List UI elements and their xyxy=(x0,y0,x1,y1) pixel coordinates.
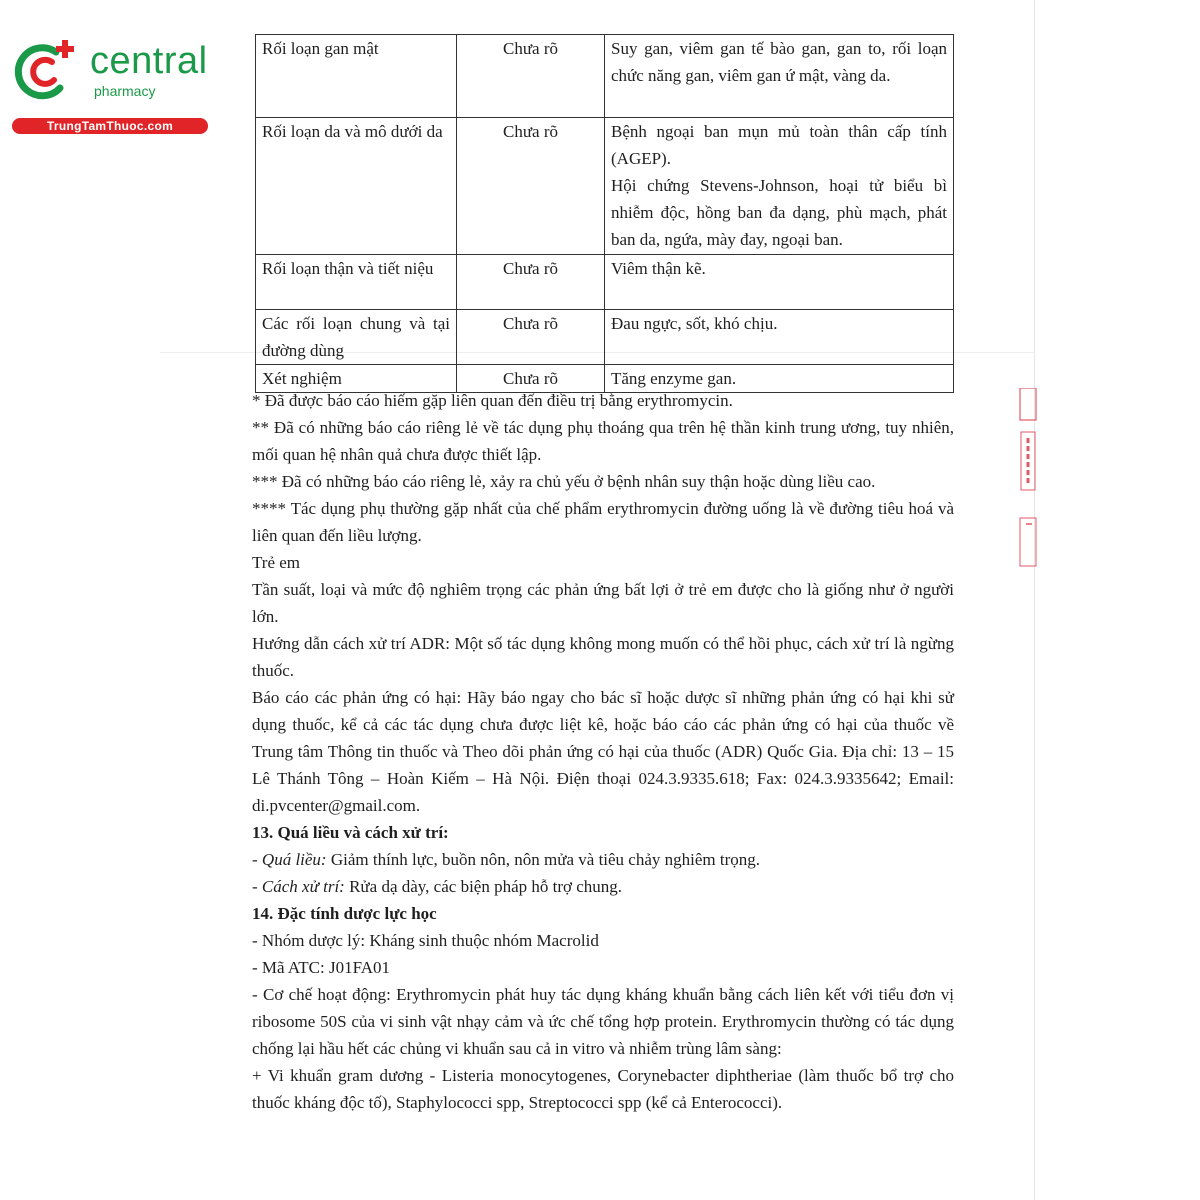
overdose-text: Giảm thính lực, buồn nôn, nôn mửa và tiêu chảy nghiêm trọng. xyxy=(326,850,761,869)
section-13-title: 13. Quá liều và cách xử trí: xyxy=(252,823,449,842)
treatment-line xyxy=(252,873,954,900)
adr-report: Báo cáo các phản ứng có hại: Hãy báo ngay cho bác sĩ hoặc dược sĩ những phản ứng có hại khi sử dụng thuốc, kể cả các tác dụng chưa được liệt kê, hoặc báo cáo các phản ứng có hại của thuốc về Trung tâm Thông tin thuốc và Theo dõi phản ứng có hại của thuốc (ADR) Quốc Gia. Địa chỉ: 13 – 15 Lê Thánh Tông – Hoàn Kiếm – Hà Nội. Điện thoại 024.3.9335.618; Fax: 024.3.9335642; Email: di.pvcenter@gmail.com. xyxy=(252,688,954,815)
brand-name: central xyxy=(90,40,208,82)
pharmacy-cross-icon xyxy=(12,38,78,104)
pharmacologic-group: - Nhóm dược lý: Kháng sinh thuộc nhóm Macrolid xyxy=(252,931,599,950)
effect-cell xyxy=(605,118,954,255)
effect-cell: Suy gan, viêm gan tế bào gan, gan to, rối loạn chức năng gan, viêm gan ứ mật, vàng da. xyxy=(605,35,954,118)
table-row xyxy=(256,310,954,365)
system-cell: Rối loạn thận và tiết niệu xyxy=(256,255,457,310)
overdose-label: - Quá liều: xyxy=(252,850,327,869)
mechanism-text: - Cơ chế hoạt động: Erythromycin phát huy tác dụng kháng khuẩn bằng cách liên kết với tiểu đơn vị ribosome 50S của vi sinh vật nhạy cảm và ức chế tổng hợp protein. Erythromycin thường có tác dụng chống lại hầu hết các chủng vi khuẩn sau cả in vitro và nhiễm trùng lâm sàng: xyxy=(252,985,954,1058)
document-body xyxy=(252,387,954,1116)
effect-cell: Viêm thận kẽ. xyxy=(605,255,954,310)
effect-text-2: Hội chứng Stevens-Johnson, hoại tử biểu bì nhiễm độc, hồng ban đa dạng, phù mạch, phát ban da, ngứa, mày đay, ngoại ban. xyxy=(611,176,947,249)
system-cell: Rối loạn gan mật xyxy=(256,35,457,118)
red-stamp-icon xyxy=(1016,388,1038,568)
effect-text: Bệnh ngoại ban mụn mủ toàn thân cấp tính (AGEP). xyxy=(611,122,947,168)
table-row xyxy=(256,118,954,255)
table-row xyxy=(256,255,954,310)
system-cell: Các rối loạn chung và tại đường dùng xyxy=(256,310,457,365)
system-cell: Rối loạn da và mô dưới da xyxy=(256,118,457,255)
footnote-2: ** Đã có những báo cáo riêng lẻ về tác dụng phụ thoáng qua trên hệ thần kinh trung ương, tuy nhiên, mối quan hệ nhân quả chưa được thiết lập. xyxy=(252,418,954,464)
frequency-cell: Chưa rõ xyxy=(457,35,605,118)
atc-code: - Mã ATC: J01FA01 xyxy=(252,958,391,977)
brand-site: TrungTamThuoc.com xyxy=(12,118,208,134)
adverse-reactions-table xyxy=(255,34,954,393)
page-edge xyxy=(1034,0,1035,1200)
section-14-title: 14. Đặc tính dược lực học xyxy=(252,904,437,923)
frequency-cell: Chưa rõ xyxy=(457,255,605,310)
frequency-cell: Chưa rõ xyxy=(457,365,605,393)
children-heading: Trẻ em xyxy=(252,553,301,572)
children-text: Tần suất, loại và mức độ nghiêm trọng các phản ứng bất lợi ở trẻ em được cho là giống như ở người lớn. xyxy=(252,580,954,626)
footnote-1: * Đã được báo cáo hiếm gặp liên quan đến điều trị bằng erythromycin. xyxy=(252,391,733,410)
gram-positive-text: + Vi khuẩn gram dương - Listeria monocytogenes, Corynebacter diphtheriae (làm thuốc bổ trợ cho thuốc kháng độc tố), Staphylococci spp, Streptococci spp (kể cả Enterococci). xyxy=(252,1066,954,1112)
treatment-label: - Cách xử trí: xyxy=(252,877,345,896)
table-row xyxy=(256,35,954,118)
footnote-3: *** Đã có những báo cáo riêng lẻ, xảy ra chủ yếu ở bệnh nhân suy thận hoặc dùng liều cao. xyxy=(252,472,876,491)
effect-cell: Tăng enzyme gan. xyxy=(605,365,954,393)
central-pharmacy-logo xyxy=(12,38,212,138)
frequency-cell: Chưa rõ xyxy=(457,118,605,255)
frequency-cell: Chưa rõ xyxy=(457,310,605,365)
system-cell: Xét nghiệm xyxy=(256,365,457,393)
effect-cell: Đau ngực, sốt, khó chịu. xyxy=(605,310,954,365)
overdose-line xyxy=(252,846,954,873)
adr-guide: Hướng dẫn cách xử trí ADR: Một số tác dụng không mong muốn có thể hồi phục, cách xử trí là ngừng thuốc. xyxy=(252,634,954,680)
brand-sub: pharmacy xyxy=(94,83,156,99)
footnote-4: **** Tác dụng phụ thường gặp nhất của chế phẩm erythromycin đường uống là về đường tiêu hoá và liên quan đến liều lượng. xyxy=(252,499,954,545)
treatment-text: Rửa dạ dày, các biện pháp hỗ trợ chung. xyxy=(344,877,623,896)
